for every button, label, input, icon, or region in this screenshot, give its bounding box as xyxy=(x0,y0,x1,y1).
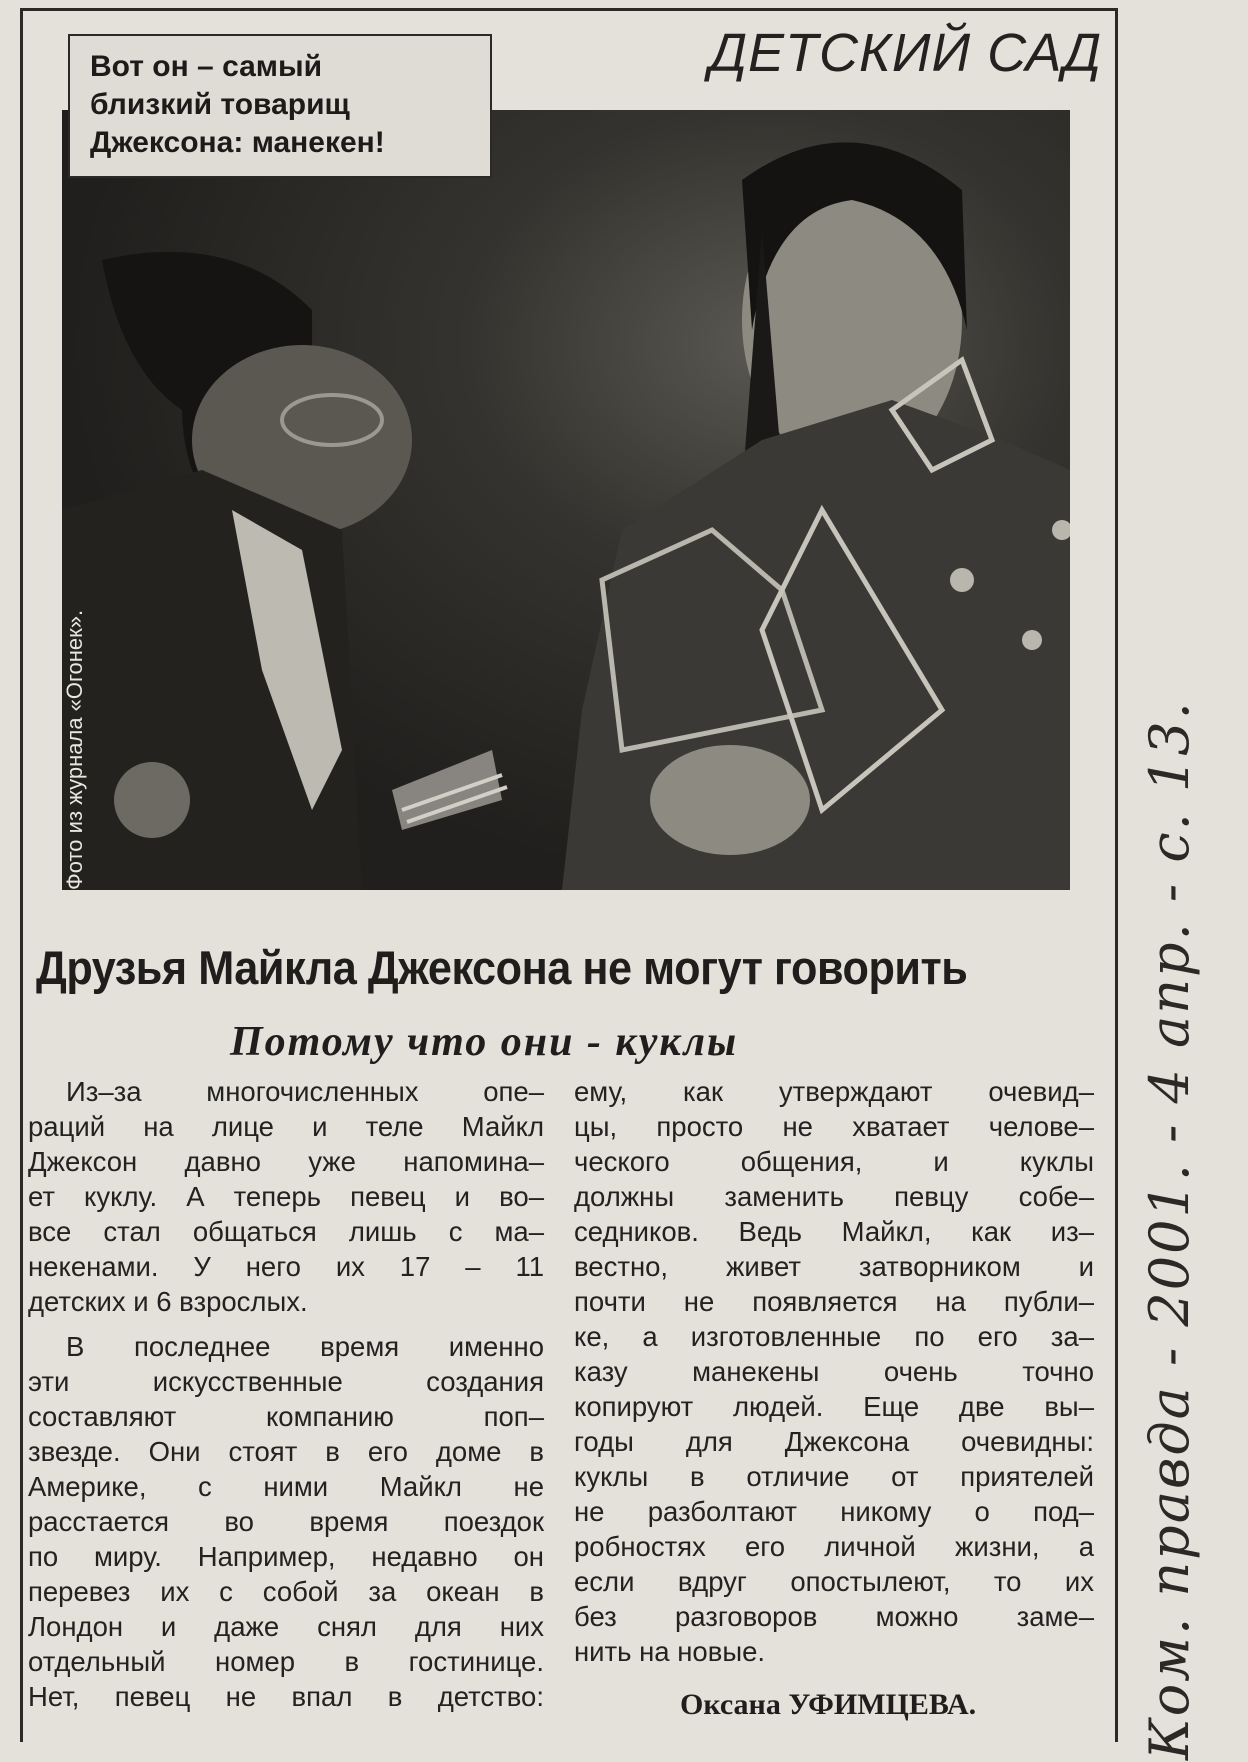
article-line: вестно, живет затворником и xyxy=(574,1251,1094,1282)
article-line: Из–за многочисленных опе– xyxy=(66,1076,544,1107)
article-line: перевез их с собой за океан в xyxy=(28,1576,544,1607)
article-line: Нет, певец не впал в детство: xyxy=(28,1681,544,1712)
photo-credit: Фото из журнала «Огонек». xyxy=(62,609,87,890)
article-line: ему, как утверждают очевид– xyxy=(574,1076,1094,1107)
article-line: цы, просто не хватает челове– xyxy=(574,1111,1094,1142)
article-line: Америке, с ними Майкл не xyxy=(28,1471,544,1502)
article-line: копируют людей. Еще две вы– xyxy=(574,1391,1094,1422)
photo-jackson-with-mannequin xyxy=(62,110,1070,890)
photo-illustration xyxy=(62,110,1070,890)
mannequin-hand xyxy=(650,745,810,855)
caption-line: Джексона: манекен! xyxy=(90,126,385,159)
article-line: ет куклу. А теперь певец и во– xyxy=(28,1181,544,1212)
article-line: седников. Ведь Майкл, как из– xyxy=(574,1216,1094,1247)
photo-caption-box xyxy=(68,34,492,178)
caption-line: близкий товарищ xyxy=(90,88,350,121)
author-byline: Оксана УФИМЦЕВА. xyxy=(680,1688,977,1721)
article-line: куклы в отличие от приятелей xyxy=(574,1461,1094,1492)
article-line: расстается во время поездок xyxy=(28,1506,544,1537)
article-line: должны заменить певцу собе– xyxy=(574,1181,1094,1212)
article-line: по миру. Например, недавно он xyxy=(28,1541,544,1572)
headline: Друзья Майкла Джексона не могут говорить xyxy=(36,941,968,994)
article-line: детских и 6 взрослых. xyxy=(28,1286,308,1317)
article-line: Джексон давно уже напомина– xyxy=(28,1146,544,1177)
mannequin-jacket xyxy=(562,400,1070,890)
article-line: без разговоров можно заме– xyxy=(574,1601,1094,1632)
caption-line: Вот он – самый xyxy=(90,50,323,83)
article-line: звезде. Они стоят в его доме в xyxy=(28,1436,544,1467)
article-line: В последнее время именно xyxy=(66,1331,544,1362)
subheadline: Потому что они - куклы xyxy=(230,1019,739,1065)
article-line: ческого общения, и куклы xyxy=(574,1146,1094,1177)
article-line: ке, а изготовленные по его за– xyxy=(574,1321,1094,1352)
article-line: некенами. У него их 17 – 11 xyxy=(28,1251,544,1282)
article-line: раций на лице и теле Майкл xyxy=(28,1111,544,1142)
article-line: отдельный номер в гостинице. xyxy=(28,1646,544,1677)
section-label: ДЕТСКИЙ САД xyxy=(709,23,1102,83)
article-line: робностях его личной жизни, а xyxy=(574,1531,1094,1562)
article-line: если вдруг опостылеют, то их xyxy=(574,1566,1094,1597)
article-line: Лондон и даже снял для них xyxy=(28,1611,544,1642)
article-line: нить на новые. xyxy=(574,1636,766,1667)
article-column-right xyxy=(574,1074,1094,1669)
article-line: эти искусственные создания xyxy=(28,1366,544,1397)
article-line: годы для Джексона очевидны: xyxy=(574,1426,1094,1457)
handwritten-source-note: Ком. правда - 2001. - 4 апр. - с. 13. xyxy=(1138,700,1201,1760)
article-line: составляют компанию поп– xyxy=(28,1401,544,1432)
article-line: не разболтают никому о под– xyxy=(574,1496,1094,1527)
article-line: все стал общаться лишь с ма– xyxy=(28,1216,544,1247)
article-line: почти не появляется на публи– xyxy=(574,1286,1094,1317)
article-line: казу манекены очень точно xyxy=(574,1356,1094,1387)
article-column-left xyxy=(28,1074,544,1714)
